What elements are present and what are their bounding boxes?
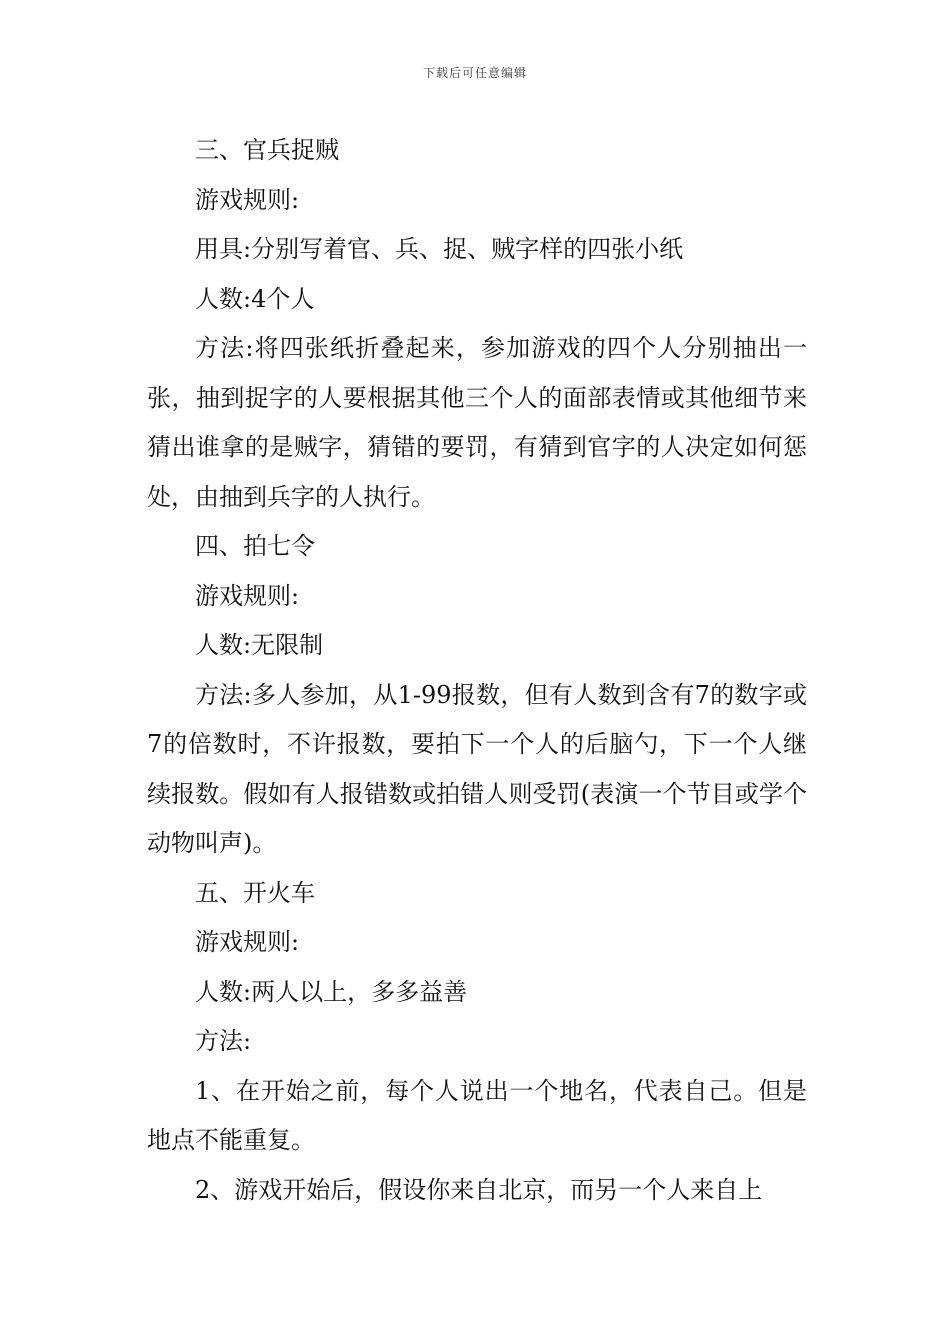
paragraph: 1、在开始之前，每个人说出一个地名，代表自己。但是地点不能重复。: [147, 1076, 807, 1154]
paragraph: 人数:两人以上，多多益善: [195, 977, 468, 1006]
paragraph: 方法:: [195, 1027, 252, 1055]
paragraph: 人数:4个人: [195, 284, 315, 313]
section-heading-5: 五、开火车: [195, 878, 315, 907]
rules-label: 游戏规则:: [195, 581, 300, 610]
document-body: [147, 126, 807, 1215]
paragraph: 人数:无限制: [195, 631, 324, 659]
rules-label: 游戏规则:: [195, 928, 300, 956]
paragraph: 方法:将四张纸折叠起来，参加游戏的四个人分别抽出一张，抽到捉字的人要根据其他三个人的面部表情或其他细节来猜出谁拿的是贼字，猜错的要罚，有猜到官字的人决定如何惩处，由抽到兵字的人执行。: [147, 334, 807, 511]
rules-label: 游戏规则:: [195, 185, 300, 214]
paragraph: 2、游戏开始后，假设你来自北京，而另一个人来自上: [195, 1175, 763, 1204]
paragraph: 方法:多人参加，从1-99报数，但有人数到含有7的数字或7的倍数时，不许报数，要拍下一个人的后脑勺，下一个人继续报数。假如有人报错数或拍错人则受罚(表演一个节目或学个动物叫声)。: [147, 680, 807, 857]
paragraph: 用具:分别写着官、兵、捉、贼字样的四张小纸: [195, 235, 684, 263]
section-heading-4: 四、拍七令: [195, 532, 315, 560]
section-heading-3: 三、官兵捉贼: [195, 136, 339, 164]
page-header: 下载后可任意编辑: [422, 66, 527, 80]
